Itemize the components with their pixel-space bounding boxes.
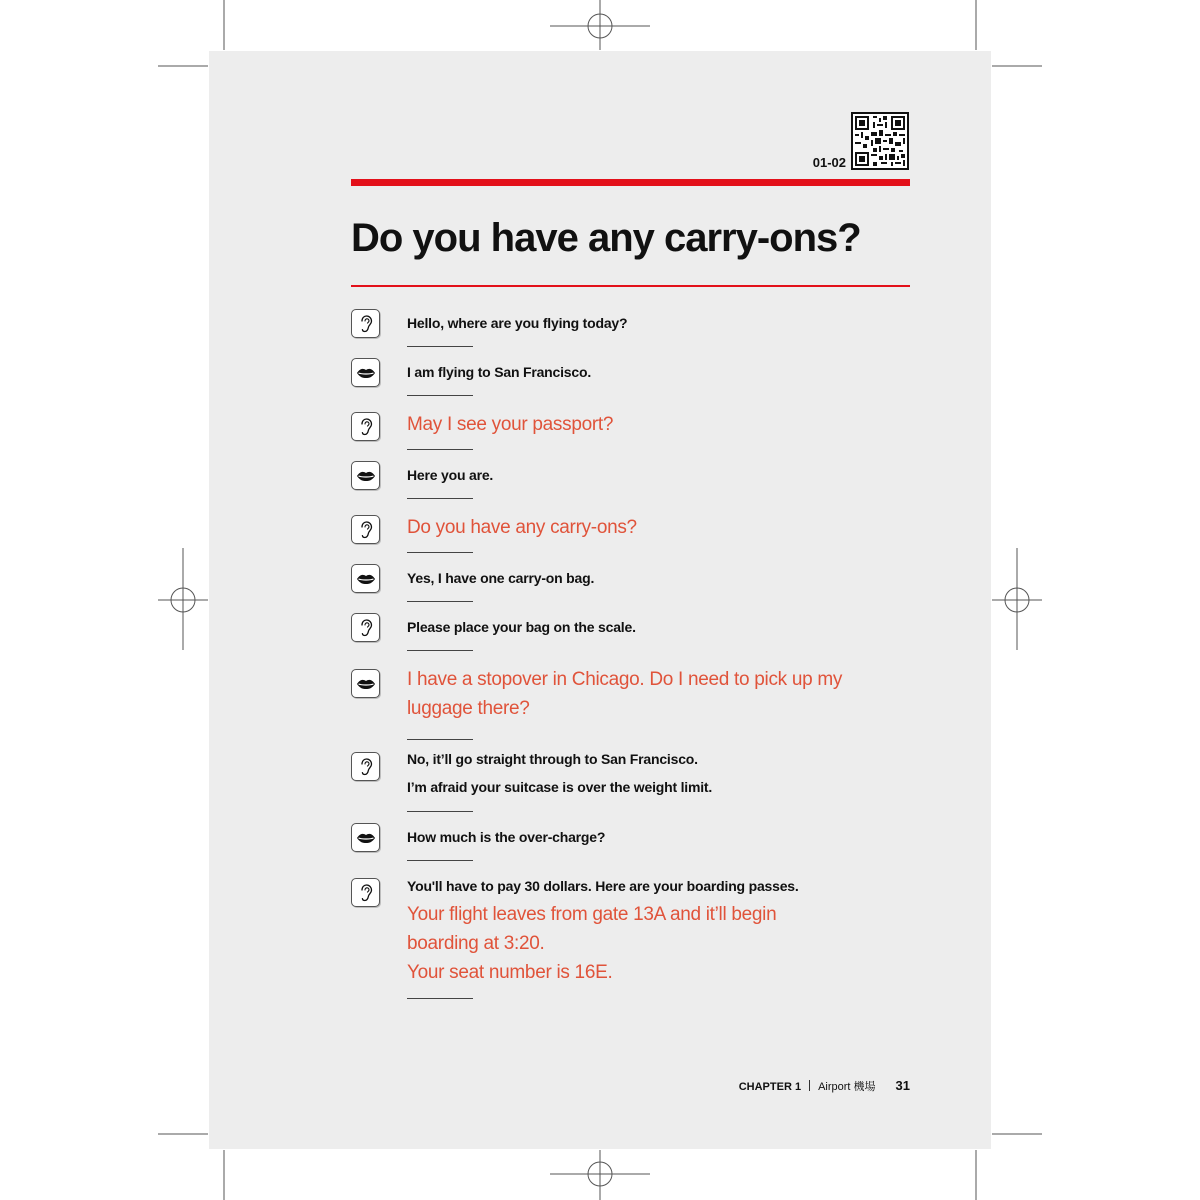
answer-rule <box>407 650 473 651</box>
answer-rule <box>407 739 473 740</box>
ear-icon <box>351 752 380 781</box>
answer-rule <box>407 601 473 602</box>
dialogue-text: You'll have to pay 30 dollars. Here are your boarding passes. <box>407 878 799 894</box>
qr-code[interactable] <box>851 112 909 170</box>
dialogue-text: Please place your bag on the scale. <box>407 619 636 635</box>
mouth-icon <box>351 461 380 490</box>
answer-rule <box>407 811 473 812</box>
track-number: 01-02 <box>812 155 846 170</box>
section-label: Airport 機場 <box>818 1081 876 1093</box>
footer-divider <box>809 1080 810 1091</box>
page-footer <box>600 1078 910 1094</box>
answer-rule <box>407 552 473 553</box>
chapter-label: CHAPTER 1 <box>738 1081 802 1093</box>
ear-icon <box>351 515 380 544</box>
header-red-bar <box>351 179 910 186</box>
dialogue-text: Your seat number is 16E. <box>407 962 613 983</box>
answer-rule <box>407 998 473 999</box>
ear-icon <box>351 878 380 907</box>
dialogue-text: I’m afraid your suitcase is over the weight limit. <box>407 779 713 795</box>
title-underline <box>351 285 910 287</box>
dialogue-text: Yes, I have one carry-on bag. <box>407 570 595 586</box>
ear-icon <box>351 309 380 338</box>
page-title: Do you have any carry-ons? <box>351 216 861 260</box>
answer-rule <box>407 498 473 499</box>
answer-rule <box>407 346 473 347</box>
dialogue-text: boarding at 3:20. <box>407 933 545 954</box>
dialogue-text: I have a stopover in Chicago. Do I need to pick up my <box>407 669 843 690</box>
ear-icon <box>351 412 380 441</box>
mouth-icon <box>351 358 380 387</box>
dialogue-text: Your flight leaves from gate 13A and it’ll begin <box>407 904 777 925</box>
dialogue-text: May I see your passport? <box>407 414 614 435</box>
dialogue-text: Hello, where are you flying today? <box>407 315 628 331</box>
dialogue-text: I am flying to San Francisco. <box>407 364 592 380</box>
mouth-icon <box>351 823 380 852</box>
dialogue-text: Here you are. <box>407 467 494 483</box>
dialogue-text: No, it’ll go straight through to San Francisco. <box>407 751 698 767</box>
dialogue-text: How much is the over-charge? <box>407 829 606 845</box>
mouth-icon <box>351 564 380 593</box>
page-number: 31 <box>895 1078 910 1093</box>
ear-icon <box>351 613 380 642</box>
dialogue-text: luggage there? <box>407 698 530 719</box>
answer-rule <box>407 449 473 450</box>
dialogue-text: Do you have any carry-ons? <box>407 517 637 538</box>
answer-rule <box>407 395 473 396</box>
answer-rule <box>407 860 473 861</box>
mouth-icon <box>351 669 380 698</box>
